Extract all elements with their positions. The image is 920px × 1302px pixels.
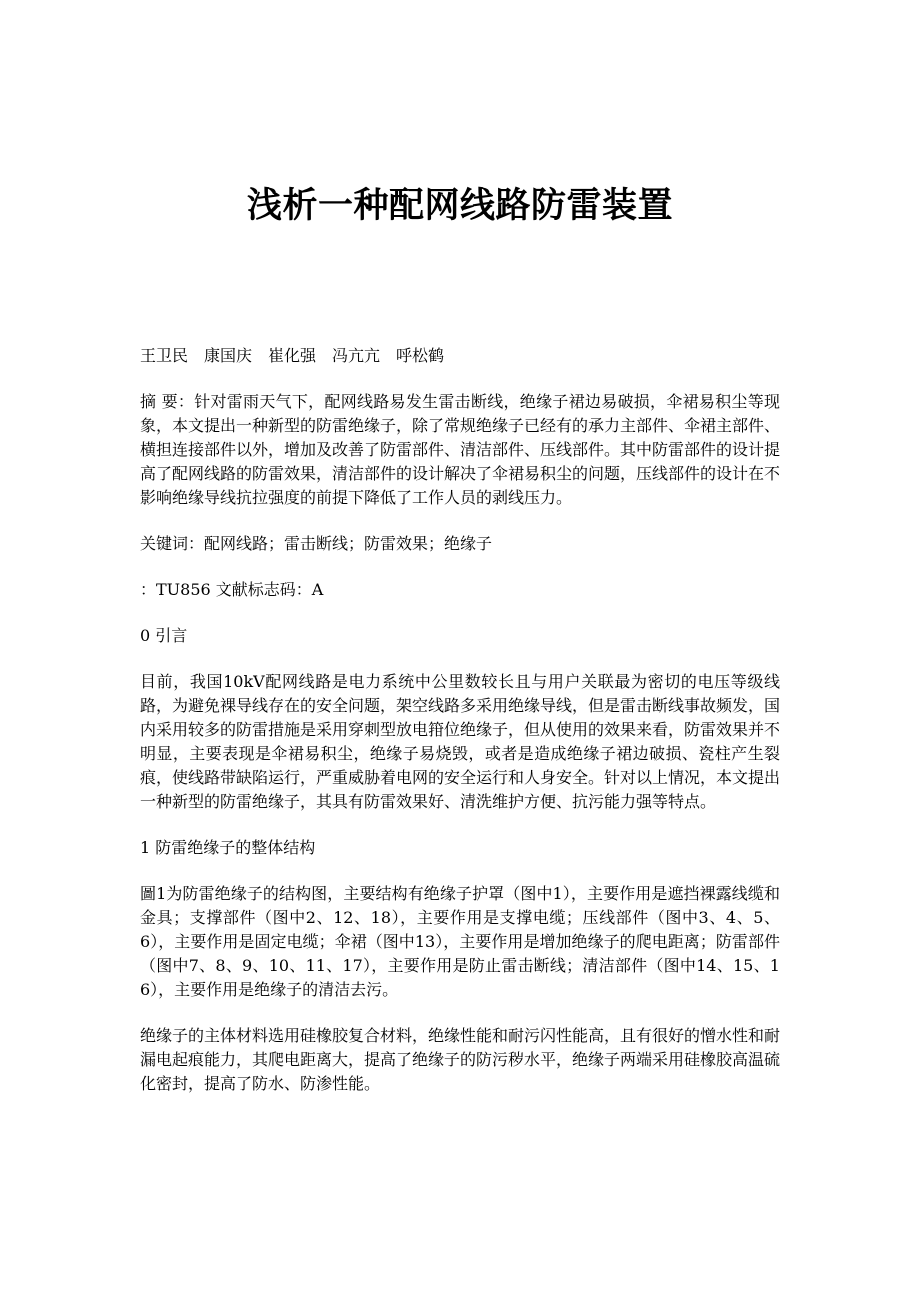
paper-body	[140, 344, 780, 1118]
section-heading-introduction: 0 引言	[140, 626, 188, 645]
paper-title: 浅析一种配网线路防雷装置	[246, 185, 673, 226]
material-paragraph: 绝缘子的主体材料选用硅橡胶复合材料，绝缘性能和耐污闪性能高，且有很好的憎水性和耐漏电起痕能力，其爬电距离大，提高了绝缘子的防污秽水平，绝缘子两端采用硅橡胶高温硫化密封，提高了防水、防渗性能。	[140, 1026, 781, 1093]
author-list: 王卫民 康国庆 崔化强 冯亢亢 呼松鹤	[140, 346, 445, 365]
abstract: 摘 要：针对雷雨天气下，配网线路易发生雷击断线，绝缘子裙边易破损，伞裙易积尘等现象，本文提出一种新型的防雷绝缘子，除了常规绝缘子已经有的承力主部件、伞裙主部件、横担连接部件以外，增加及改善了防雷部件、清洁部件、压线部件。其中防雷部件的设计提高了配网线路的防雷效果，清洁部件的设计解决了伞裙易积尘的问题，压线部件的设计在不影响绝缘导线抗拉强度的前提下降低了工作人员的剥线压力。	[140, 392, 781, 507]
keywords: 关键词：配网线路；雷击断线；防雷效果；绝缘子	[140, 534, 493, 553]
structure-paragraph: 圖1为防雷绝缘子的结构图，主要结构有绝缘子护罩（图中1），主要作用是遮挡裸露线缆和金具；支撑部件（图中2、12、18），主要作用是支撑电缆；压线部件（图中3、4、5、6），主要作用是固定电缆；伞裙（图中13），主要作用是增加绝缘子的爬电距离；防雷部件（图中7、8、9、10、11、17），主要作用是防止雷击断线；清洁部件（图中14、15、16），主要作用是绝缘子的清洁去污。	[140, 884, 780, 999]
classification-code: ：TU856 文献标志码：A	[140, 580, 324, 599]
section-heading-structure: 1 防雷绝缘子的整体结构	[140, 838, 316, 857]
introduction-paragraph: 目前，我国10kV配网线路是电力系统中公里数较长且与用户关联最为密切的电压等级线路，为避免裸导线存在的安全问题，架空线路多采用绝缘导线，但是雷击断线事故频发，国内采用较多的防雷措施是采用穿刺型放电箝位绝缘子，但从使用的效果来看，防雷效果并不明显，主要表现是伞裙易积尘，绝缘子易烧毁，或者是造成绝缘子裙边破损、瓷柱产生裂痕，使线路带缺陷运行，严重威胁着电网的安全运行和人身安全。针对以上情况，本文提出一种新型的防雷绝缘子，其具有防雷效果好、清洗维护方便、抗污能力强等特点。	[140, 672, 781, 811]
